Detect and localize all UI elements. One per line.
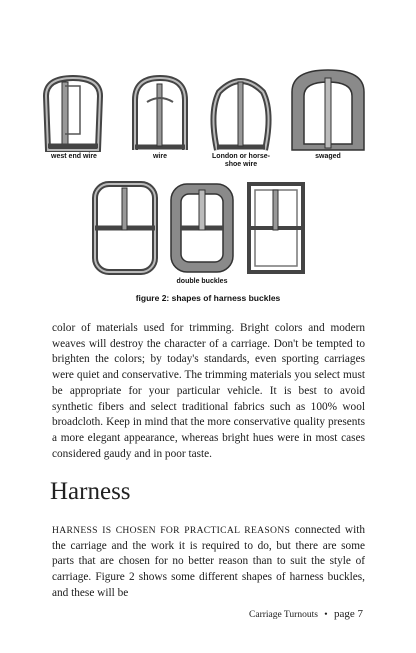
page-footer	[249, 608, 363, 620]
london-horseshoe-label: London or horse-shoe wire	[212, 153, 270, 168]
swaged-label: swaged	[315, 153, 341, 160]
paragraph-lead-in: HARNESS IS CHOSEN FOR PRACTICAL REASONS	[52, 525, 291, 536]
double-buckle-2-image	[168, 180, 236, 276]
footer-separator: •	[324, 610, 328, 620]
section-heading: Harness	[50, 478, 131, 505]
paragraph-body: connected with the carriage and the work it is required to do, but there are some parts that are chosen for no better reason than to suit the style of carriage. Figure 2 shows some different shapes of harness buckles, and these will be	[52, 524, 365, 599]
double-buckle-1-image	[91, 180, 159, 276]
double-buckle-3-image	[245, 180, 307, 276]
figure-caption: figure 2: shapes of harness buckles	[135, 293, 281, 303]
page-number: page 7	[333, 608, 363, 620]
wire-label: wire	[152, 153, 167, 160]
london-horseshoe-buckle-image	[207, 72, 275, 152]
body-paragraph-2	[52, 523, 365, 602]
swaged-buckle-image	[288, 68, 368, 152]
body-paragraph-1: color of materials used for trimming. Bright colors and modern weaves will destroy the character of a carriage. Don't be tempted to brighten the colors; by today's standards, even sporting carriages were quiet and conservative. The trimming materials you select must be appropriate for your particular vehicle. It is best to avoid synthetic fibers and select traditional fabrics such as 100% wool broadcloth. Keep in mind that the more conservative quality presents a more elegant appearance, whereas bright hues were in most cases considered gaudy and in poor taste.	[52, 322, 365, 460]
footer-title: Carriage Turnouts	[249, 610, 318, 620]
buckle-figure	[0, 0, 416, 320]
wire-buckle-image	[127, 72, 193, 152]
west-end-wire-label: west end wire	[51, 153, 97, 160]
double-buckles-label: double buckles	[176, 278, 228, 285]
west-end-wire-buckle-image	[40, 72, 106, 152]
